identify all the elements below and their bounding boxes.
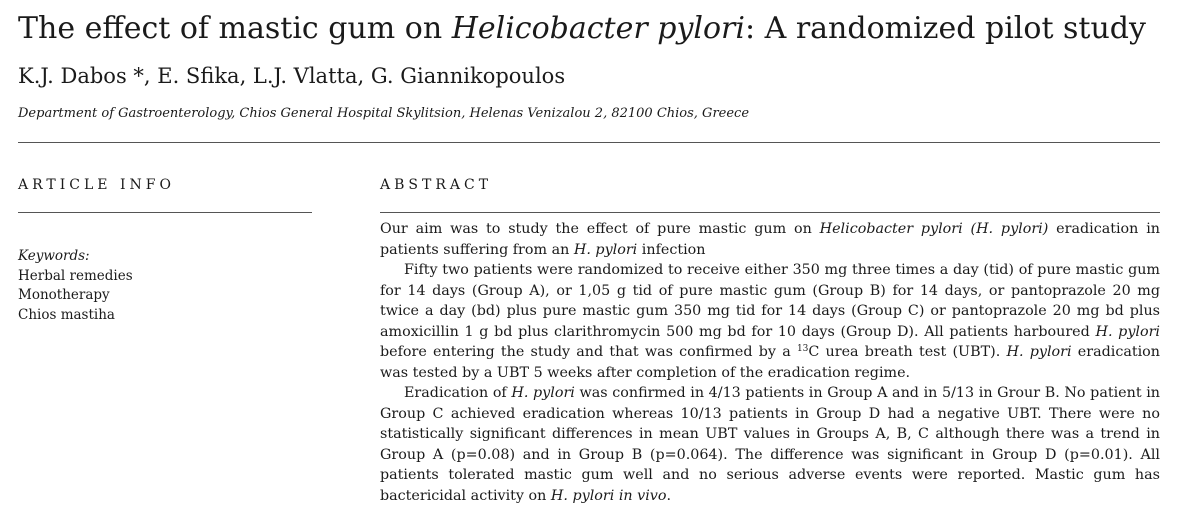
text-run: eradication was tested by a UBT 5 weeks after completion of the eradication regime.	[380, 344, 1160, 381]
italic-run: H. pylori	[573, 241, 638, 258]
abstract-divider	[380, 212, 1160, 213]
title-part-1: The effect of mastic gum on	[18, 11, 452, 46]
superscript: 13	[796, 344, 809, 354]
text-run: Eradication of	[404, 385, 512, 401]
abstract-heading: ABSTRACT	[380, 177, 493, 193]
keyword-item: Chios mastiha	[18, 306, 115, 323]
text-run: Our aim was to study the effect of pure mastic gum on	[380, 221, 820, 237]
italic-run: Helicobacter pylori (H. pylori)	[819, 221, 1049, 237]
keyword-item: Herbal remedies	[18, 267, 133, 284]
abstract-paragraph-3	[380, 383, 1160, 506]
title-organism: Helicobacter pylori	[451, 11, 745, 46]
article-page	[18, 0, 1180, 516]
keywords-block	[18, 247, 133, 325]
text-run: eradication in patients suffering from an	[380, 221, 1160, 258]
italic-run: H. pylori	[1006, 344, 1072, 360]
text-run: was confirmed in 4/13 patients in Group A and in 5/13 in Grour B. No patient in Group C achieved eradication whereas 10/13 patients in Group D had a negative UBT. There were no statistically significant differences in mean UBT values in Groups A, B, C although there was a trend in Group A (p=0.08) and in Group B (p=0.064). The difference was significant in Group D (p=0.01). All patients tolerated mastic gum well and no serious adverse events were reported. Mastic gum has bactericidal activity on	[380, 385, 1161, 504]
abstract-body	[380, 219, 1160, 506]
abstract-paragraph-1	[380, 219, 1160, 260]
text-run: Fifty two patients were randomized to receive either 350 mg three times a day (tid) of pure mastic gum for 14 days (Group A), or 1,05 g tid of pure mastic gum (Group B) for 14 days, or pantoprazole 20 mg twice a day (bd) plus pure mastic gum 350 mg tid for 14 days (Group C) or pantoprazole 20 mg bd plus amoxicillin 1 g bd plus clarithromycin 500 mg bd for 10 days (Group D). All patients harboured	[380, 262, 1160, 340]
affiliation: Department of Gastroenterology, Chios General Hospital Skylitsion, Helenas Venizalou 2, 82100 Chios, Greece	[18, 106, 750, 121]
keyword-item: Monotherapy	[18, 287, 110, 303]
italic-run: H. pylori	[1095, 323, 1160, 340]
text-run: C urea breath test (UBT).	[808, 344, 1007, 360]
header-divider	[18, 142, 1160, 143]
title-part-2: : A randomized pilot study	[744, 11, 1146, 46]
italic-run: H. pylori in vivo	[550, 487, 667, 504]
italic-run: H. pylori	[511, 385, 575, 401]
abstract-paragraph-2	[380, 260, 1160, 383]
keywords-label: Keywords:	[18, 248, 90, 264]
text-run: .	[666, 487, 672, 504]
text-run: before entering the study and that was confirmed by a	[380, 344, 797, 360]
author-list: K.J. Dabos *, E. Sfika, L.J. Vlatta, G. Giannikopoulos	[18, 64, 566, 88]
text-run: infection	[637, 241, 706, 258]
article-info-heading: ARTICLE INFO	[18, 177, 175, 193]
article-title	[18, 10, 1168, 48]
article-info-divider	[18, 212, 312, 213]
